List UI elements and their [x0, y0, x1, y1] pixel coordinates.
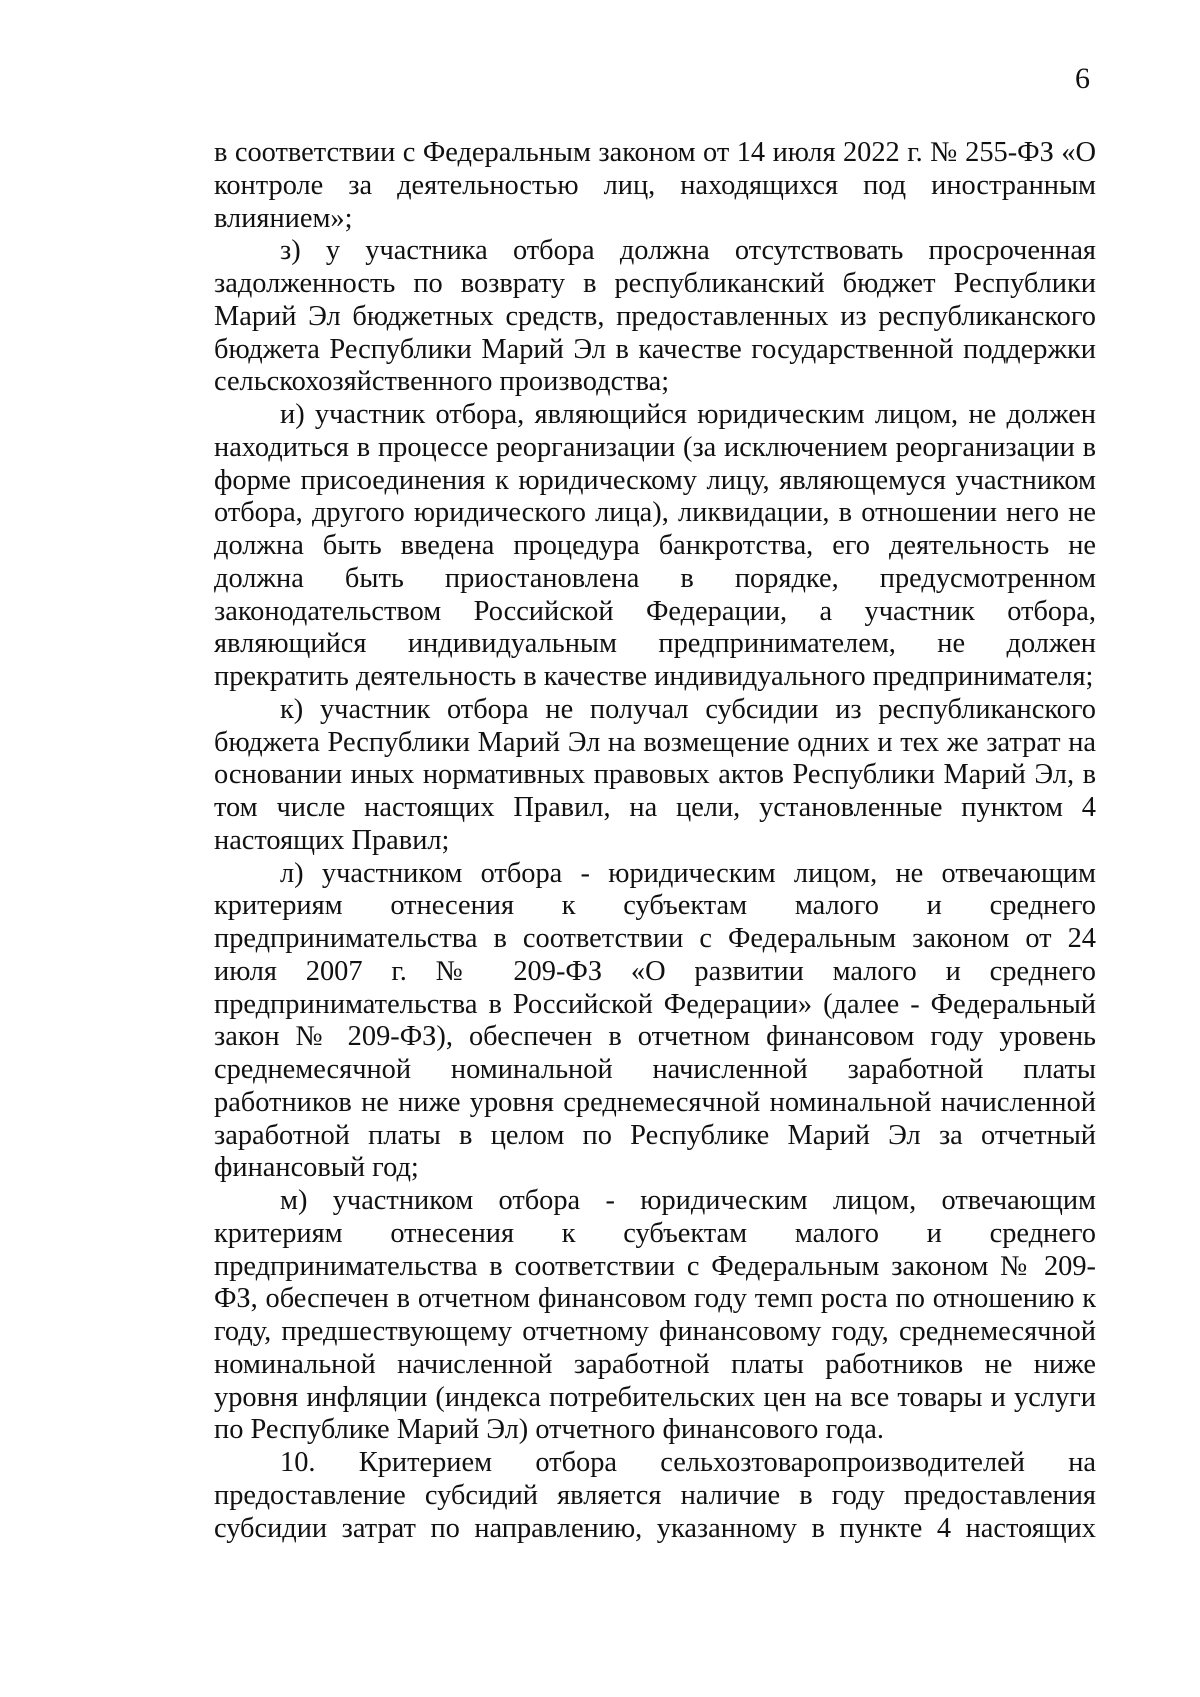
paragraph-item-i: и) участник отбора, являющийся юридическим лицом, не должен находиться в процессе реорганизации (за исключением реорганизации в форме присоединения к юридическому лицу, являющемуся участником отбора, другого юридического лица), ликвидации, в отношении него не должна быть введена процедура банкротства, его деятельность не должна быть приостановлена в порядке, предусмотренном законодательством Российской Федерации, а участник отбора, являющийся индивидуальным предпринимателем, не должен прекратить деятельность в качестве индивидуального предпринимателя; [214, 399, 1096, 692]
document-body [214, 137, 1096, 1545]
paragraph-item-z: з) у участника отбора должна отсутствовать просроченная задолженность по возврату в республиканский бюджет Республики Марий Эл бюджетных средств, предоставленных из республиканского бюджета Республики Марий Эл в качестве государственной поддержки сельскохозяйственного производства; [214, 235, 1096, 398]
paragraph-item-m: м) участником отбора - юридическим лицом, отвечающим критериям отнесения к субъектам малого и среднего предпринимательства в соответствии с Федеральным законом № 209-ФЗ, обеспечен в отчетном финансовом году темп роста по отношению к году, предшествующему отчетному финансовому году, среднемесячной номинальной начисленной заработной платы работников не ниже уровня инфляции (индекса потребительских цен на все товары и услуги по Республике Марий Эл) отчетного финансового года. [214, 1185, 1096, 1446]
paragraph-item-k: к) участник отбора не получал субсидии из республиканского бюджета Республики Марий Эл на возмещение одних и тех же затрат на основании иных нормативных правовых актов Республики Марий Эл, в том числе настоящих Правил, на цели, установленные пунктом 4 настоящих Правил; [214, 693, 1096, 856]
paragraph-10: 10. Критерием отбора сельхозтоваропроизводителей на предоставление субсидий является наличие в году предоставления субсидии затрат по направлению, указанному в пункте 4 настоящих [214, 1447, 1096, 1544]
paragraph-continuation: в соответствии с Федеральным законом от 14 июля 2022 г. № 255-ФЗ «О контроле за деятельностью лиц, находящихся под иностранным влиянием»; [214, 137, 1096, 234]
paragraph-item-l: л) участником отбора - юридическим лицом, не отвечающим критериям отнесения к субъектам малого и среднего предпринимательства в соответствии с Федеральным законом от 24 июля 2007 г. № 209-ФЗ «О развитии малого и среднего предпринимательства в Российской Федерации» (далее - Федеральный закон № 209-ФЗ), обеспечен в отчетном финансовом году уровень среднемесячной номинальной начисленной заработной платы работников не ниже уровня среднемесячной номинальной начисленной заработной платы в целом по Республике Марий Эл за отчетный финансовый год; [214, 857, 1096, 1184]
page-number: 6 [1075, 62, 1090, 95]
